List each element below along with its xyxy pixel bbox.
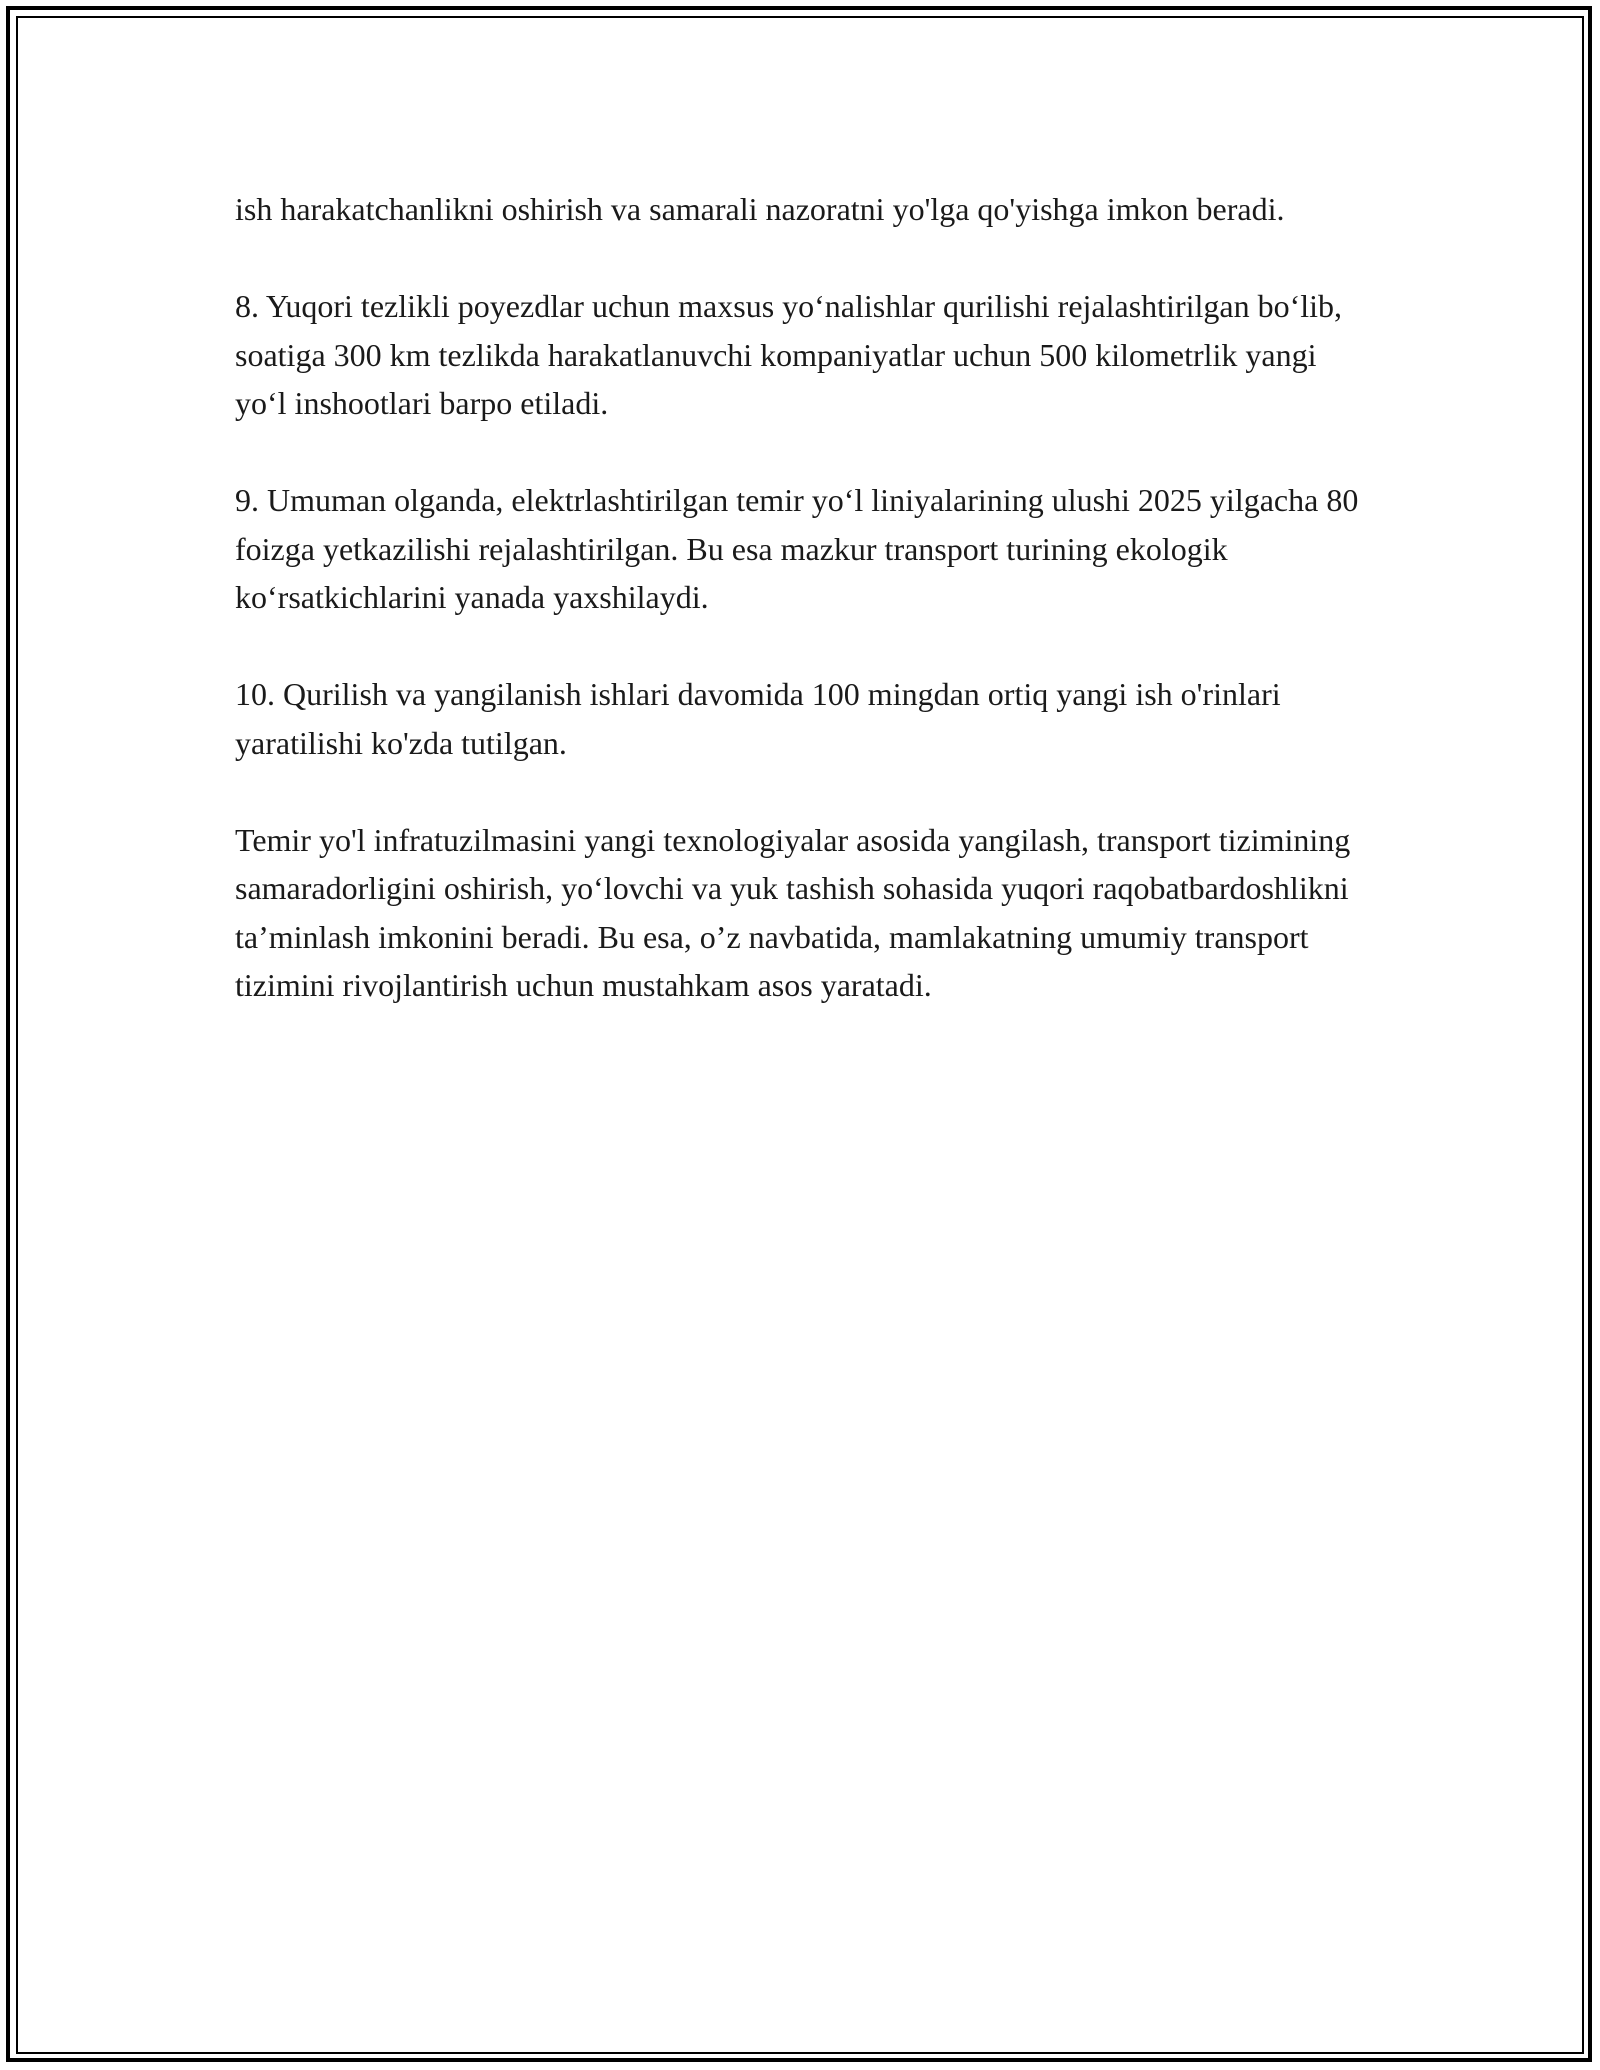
paragraph-item-9: 9. Umuman olganda, elektrlashtirilgan temir yo‘l liniyalarining ulushi 2025 yilgacha 80 foizga yetkazilishi rejalashtirilgan. Bu esa mazkur transport turining ekologik ko‘rsatkichlarini yanada yaxshilaydi. <box>235 482 1359 615</box>
paragraph-conclusion: Temir yo'l infratuzilmasini yangi texnologiyalar asosida yangilash, transport tizimining samaradorligini oshirish, yo‘lovchi va yuk tashish sohasida yuqori raqobatbardoshlikni ta’minlash imkonini beradi. Bu esa, o’z navbatida, mamlakatning umumiy transport tizimini rivojlantirish uchun mustahkam asos yaratadi. <box>235 821 1351 1003</box>
paragraph-item-8: 8. Yuqori tezlikli poyezdlar uchun maxsus yo‘nalishlar qurilishi rejalashtirilgan bo‘lib, soatiga 300 km tezlikda harakatlanuvchi kompaniyatlar uchun 500 kilometrlik yangi yo‘l inshootlari barpo etiladi. <box>235 288 1343 421</box>
paragraph-item-10: 10. Qurilish va yangilanish ishlari davomida 100 mingdan ortiq yangi ish o'rinlari yaratilishi ko'zda tutilgan. <box>235 676 1281 761</box>
paragraph-continuation: ish harakatchanlikni oshirish va samarali nazoratni yo'lga qo'yishga imkon beradi. <box>235 191 1285 227</box>
document-body <box>235 185 1370 1058</box>
